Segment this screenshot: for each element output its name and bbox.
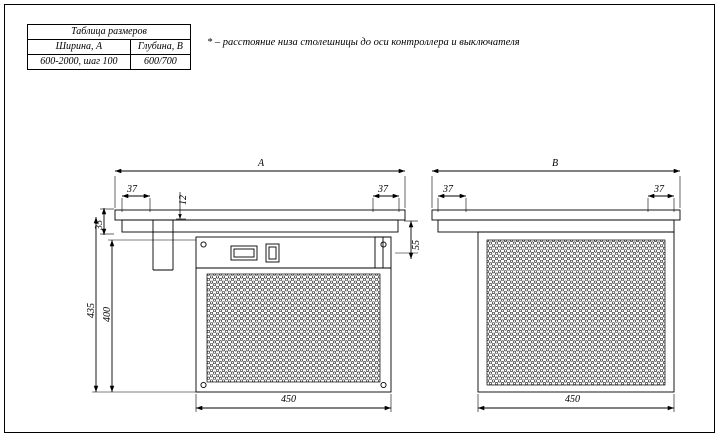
size-table-header-width: Ширина, А bbox=[28, 40, 131, 55]
dim-front-right-offset: 37 bbox=[378, 184, 388, 195]
dim-front-left-offset: 37 bbox=[127, 184, 137, 195]
size-table-header-depth: Глубина, В bbox=[130, 40, 190, 55]
dim-front-total-height: 435 bbox=[86, 303, 97, 318]
dim-side-body-width: 450 bbox=[565, 394, 580, 405]
dim-front-controller-axis: 55 bbox=[411, 240, 422, 250]
dim-front-thickness: 12 bbox=[178, 195, 189, 205]
dim-front-width-A: А bbox=[258, 158, 265, 169]
dim-front-body-width: 450 bbox=[281, 394, 296, 405]
dim-side-right-offset: 37 bbox=[654, 184, 664, 195]
dim-front-worktop-height: 35 bbox=[94, 220, 105, 230]
size-table-value-depth: 600/700 bbox=[130, 55, 190, 70]
size-table-title: Таблица размеров bbox=[28, 25, 191, 40]
dim-side-left-offset: 37 bbox=[443, 184, 453, 195]
footnote-text: * – расстояние низа столешницы до оси контроллера и выключателя bbox=[207, 37, 520, 48]
dim-side-width-B: В bbox=[552, 158, 559, 169]
size-table-value-width: 600-2000, шаг 100 bbox=[28, 55, 131, 70]
dim-front-body-height: 400 bbox=[102, 307, 113, 322]
